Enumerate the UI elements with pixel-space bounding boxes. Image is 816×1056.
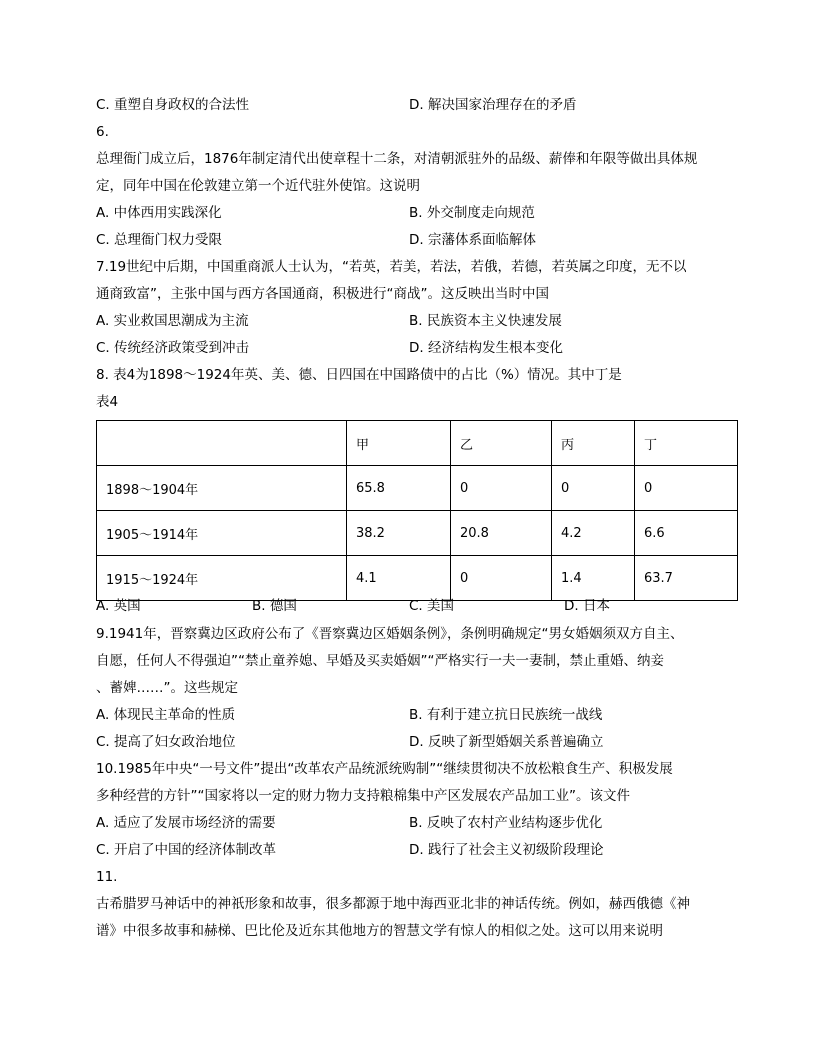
q9-stem-line2: 自愿，任何人不得强迫”“禁止童养媳、早婚及买卖婚姻”“严格实行一夫一妻制，禁止重婚、纳妾 (96, 653, 664, 669)
q10-option-a: A. 适应了发展市场经济的需要 (96, 815, 276, 831)
q6-option-b: B. 外交制度走向规范 (409, 205, 535, 221)
q11-stem-line1: 古希腊罗马神话中的神祇形象和故事，很多都源于地中海西亚北非的神话传统。例如，赫西俄德《神 (96, 896, 690, 912)
q8-stem: 8. 表4为1898～1924年英、美、德、日四国在中国路债中的占比（%）情况。其中丁是 (96, 367, 622, 383)
table-header-cell: 乙 (451, 421, 552, 466)
q11-stem-line2: 谱》中很多故事和赫梯、巴比伦及近东其他地方的智慧文学有惊人的相似之处。这可以用来说明 (96, 923, 663, 939)
q7-option-b: B. 民族资本主义快速发展 (409, 313, 562, 329)
table-caption: 表4 (96, 394, 119, 410)
table-cell: 4.2 (552, 511, 635, 556)
q6-option-d: D. 宗藩体系面临解体 (409, 232, 536, 248)
q6-option-c: C. 总理衙门权力受限 (96, 232, 223, 248)
table-header-cell (97, 421, 347, 466)
q8-option-d: D. 日本 (564, 598, 610, 614)
table-cell: 6.6 (635, 511, 738, 556)
table-header-row (97, 421, 738, 466)
q6-stem-line2: 定，同年中国在伦敦建立第一个近代驻外使馆。这说明 (96, 178, 420, 194)
q6-number: 6. (96, 124, 109, 140)
q5-option-c: C. 重塑自身政权的合法性 (96, 97, 250, 113)
q11-number: 11. (96, 869, 118, 885)
q9-option-d: D. 反映了新型婚姻关系普遍确立 (409, 734, 604, 750)
q7-option-c: C. 传统经济政策受到冲击 (96, 340, 250, 356)
table-cell: 1.4 (552, 556, 635, 601)
table-cell: 1905～1914年 (97, 511, 347, 556)
q9-option-a: A. 体现民主革命的性质 (96, 707, 236, 723)
q8-option-c: C. 美国 (409, 598, 455, 614)
q7-option-d: D. 经济结构发生根本变化 (409, 340, 563, 356)
q9-option-c: C. 提高了妇女政治地位 (96, 734, 236, 750)
q5-option-d: D. 解决国家治理存在的矛盾 (409, 97, 577, 113)
table-header-cell: 丙 (552, 421, 635, 466)
q10-option-c: C. 开启了中国的经济体制改革 (96, 842, 277, 858)
table-cell: 20.8 (451, 511, 552, 556)
q9-stem-line3: 、蓄婢……”。这些规定 (96, 680, 238, 696)
q9-option-b: B. 有利于建立抗日民族统一战线 (409, 707, 603, 723)
q8-option-b: B. 德国 (252, 598, 297, 614)
data-table (96, 420, 738, 601)
q6-stem-line1: 总理衙门成立后，1876年制定清代出使章程十二条，对清朝派驻外的品级、薪俸和年限等做出具体规 (96, 151, 698, 167)
table-cell: 4.1 (347, 556, 451, 601)
table-cell: 1898～1904年 (97, 466, 347, 511)
q10-stem-line2: 多种经营的方针”“国家将以一定的财力物力支持粮棉集中产区发展农产品加工业”。该文件 (96, 788, 630, 804)
table-cell: 63.7 (635, 556, 738, 601)
table-cell: 38.2 (347, 511, 451, 556)
table-row (97, 511, 738, 556)
q9-stem-line1: 9.1941年，晋察冀边区政府公布了《晋察冀边区婚姻条例》，条例明确规定“男女婚姻须双方自主、 (96, 626, 684, 642)
q7-stem-line2: 通商致富”，主张中国与西方各国通商，积极进行“商战”。这反映出当时中国 (96, 286, 549, 302)
table-row (97, 466, 738, 511)
table-cell: 0 (552, 466, 635, 511)
q10-option-b: B. 反映了农村产业结构逐步优化 (409, 815, 603, 831)
table-header-cell: 甲 (347, 421, 451, 466)
q6-option-a: A. 中体西用实践深化 (96, 205, 222, 221)
table-cell: 0 (451, 556, 552, 601)
table-cell: 0 (635, 466, 738, 511)
q7-stem-line1: 7.19世纪中后期，中国重商派人士认为，“若英，若美，若法，若俄，若德，若英属之印度，无不以 (96, 259, 687, 275)
q8-option-a: A. 英国 (96, 598, 141, 614)
table-header-cell: 丁 (635, 421, 738, 466)
q7-option-a: A. 实业救国思潮成为主流 (96, 313, 249, 329)
table-cell: 1915～1924年 (97, 556, 347, 601)
table-row (97, 556, 738, 601)
table-cell: 65.8 (347, 466, 451, 511)
q10-stem-line1: 10.1985年中央“一号文件”提出“改革农产品统派统购制”“继续贯彻决不放松粮食生产、积极发展 (96, 761, 673, 777)
q10-option-d: D. 践行了社会主义初级阶段理论 (409, 842, 604, 858)
table-cell: 0 (451, 466, 552, 511)
